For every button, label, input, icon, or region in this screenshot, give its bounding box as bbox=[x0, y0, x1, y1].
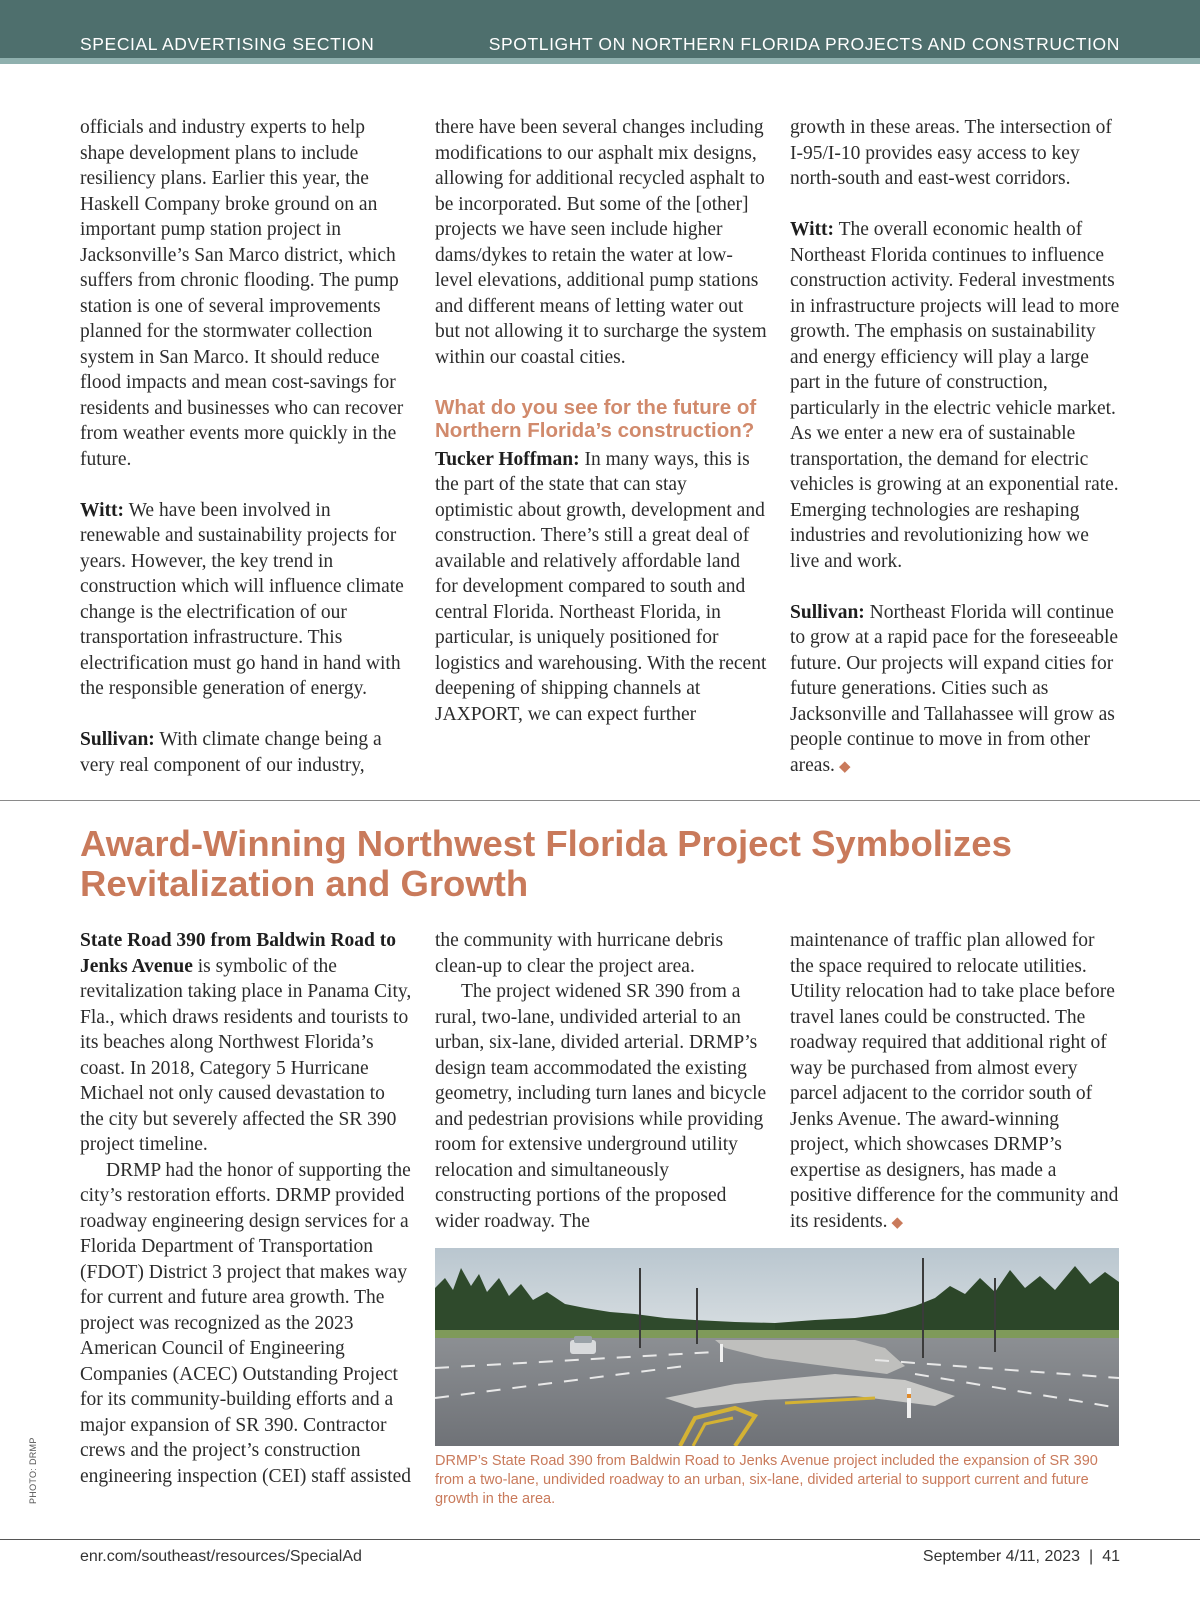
paragraph: growth in these areas. The intersection of I-95/I-10 provides easy access to key north-south and east-west corridors. bbox=[790, 117, 1112, 189]
road-photo bbox=[435, 1248, 1119, 1446]
speaker-name: Witt: bbox=[790, 219, 835, 240]
paragraph: DRMP had the honor of supporting the city’s restoration efforts. DRMP provided roadway engineering design services for a Florida Department of Transportation (FDOT) District 3 project that makes way for current and future area growth. The project was recognized as the 2023 American Council of Engineering Companies (ACEC) Outstanding Project for its community-building efforts and a major expansion of SR 390. Contractor crews and the project’s construction engineering inspection (CEI) staff assisted bbox=[80, 1159, 412, 1487]
end-mark-icon: ◆ bbox=[838, 758, 851, 775]
footer-issue bbox=[923, 1548, 1120, 1566]
page-number: 41 bbox=[1102, 1548, 1120, 1565]
speaker-name: Witt: bbox=[80, 499, 125, 521]
article-column-2 bbox=[435, 928, 767, 1234]
header-bar bbox=[0, 0, 1200, 64]
paragraph: Sullivan: Northeast Florida will continue to grow at a rapid pace for the foreseeable future. Our projects will expand cities for future generations. Cities such as Jacksonville and Tallahassee will grow as people continue to move in from other areas. ◆ bbox=[790, 601, 1119, 776]
upper-column-3 bbox=[790, 115, 1122, 780]
issue-date: September 4/11, 2023 bbox=[922, 1548, 1081, 1565]
upper-column-1 bbox=[80, 115, 412, 778]
end-mark-icon: ◆ bbox=[891, 1214, 904, 1231]
paragraph: there have been several changes including modifications to our asphalt mix designs, allowing for additional recycled asphalt to be incorporated. But some of the [other] projects we have seen include higher dams/dykes to retain the water at low-level elevations, additional pump stations and different means of letting water out but not allowing it to surcharge the system within our coastal cities. bbox=[435, 117, 767, 368]
paragraph: Witt: We have been involved in renewable and sustainability projects for years. However, the key trend in construction which will influence climate change is the electrification of our transportation infrastructure. This electrification must go hand in hand with the responsible generation of energy. bbox=[80, 499, 404, 699]
paragraph: maintenance of traffic plan allowed for the space required to relocate utilities. Utility relocation had to take place before travel lanes could be constructed. The roadway required that additional right of way be purchased from almost every parcel adjacent to the corridor south of Jenks Avenue. The award-winning project, which showcases DRMP’s expertise as designers, has made a positive difference for the community and its residents. ◆ bbox=[790, 930, 1119, 1232]
article-column-1 bbox=[80, 928, 412, 1489]
paragraph: officials and industry experts to help shape development plans to include resiliency plans. Earlier this year, the Haskell Company broke ground on an important pump station project in Jacksonville’s San Marco district, which suffers from chronic flooding. The pump station is one of several improvements planned for the stormwater collection system in San Marco. It should reduce flood impacts and mean cost-savings for residents and businesses who can recover from weather events more quickly in the future. bbox=[80, 117, 404, 470]
article-column-3 bbox=[790, 928, 1122, 1236]
paragraph: State Road 390 from Baldwin Road to Jenks Avenue is symbolic of the revitalization taking place in Panama City, Fla., which draws residents and tourists to its beaches along Northwest Florida’s coast. In 2018, Category 5 Hurricane Michael not only caused devastation to the city but severely affected the SR 390 project timeline. bbox=[80, 930, 412, 1155]
spotlight-label: SPOTLIGHT ON NORTHERN FLORIDA PROJECTS AND CONSTRUCTION bbox=[488, 34, 1120, 54]
footer-url: enr.com/southeast/resources/SpecialAd bbox=[80, 1548, 362, 1565]
speaker-name: Sullivan: bbox=[790, 601, 865, 623]
paragraph: Sullivan: With climate change being a very real component of our industry, bbox=[80, 729, 382, 776]
footer-separator: | bbox=[1089, 1548, 1094, 1565]
article-headline: Award-Winning Northwest Florida Project Symbolizes Revitalization and Growth bbox=[80, 823, 1012, 904]
paragraph: the community with hurricane debris clean-up to clear the project area. bbox=[435, 930, 724, 977]
upper-column-2 bbox=[435, 115, 767, 727]
section-divider bbox=[0, 800, 1200, 801]
question-heading: What do you see for the future of Northern Florida’s construction? bbox=[435, 395, 757, 442]
paragraph: Witt: The overall economic health of Northeast Florida continues to influence construction activity. Federal investments in infrastructure projects will lead to more growth. The emphasis on sustainability and energy efficiency will play a large part in the future of construction, particularly in the electric vehicle market. As we enter a new era of sustainable transportation, the demand for electric vehicles is growing at an exponential rate. Emerging technologies are reshaping industries and revolutionizing how we live and work. bbox=[790, 219, 1120, 572]
footer-rule bbox=[0, 1539, 1200, 1540]
photo-caption: DRMP’s State Road 390 from Baldwin Road to Jenks Avenue project included the expansion of SR 390 from a two-lane, undivided roadway to an urban, six-lane, divided arterial to support current and future growth in the area. bbox=[435, 1453, 1098, 1507]
photo-credit: PHOTO: DRMP bbox=[28, 1437, 38, 1504]
speaker-name: Tucker Hoffman: bbox=[435, 448, 580, 470]
paragraph: The project widened SR 390 from a rural, two-lane, undivided arterial to an urban, six-lane, divided arterial. DRMP’s design team accommodated the existing geometry, including turn lanes and bicycle and pedestrian provisions while providing room for extensive underground utility relocation and simultaneously constructing portions of the proposed wider roadway. The bbox=[435, 981, 767, 1232]
lead-bold: State Road 390 from Baldwin Road to Jenks Avenue bbox=[80, 930, 396, 977]
paragraph: Tucker Hoffman: In many ways, this is the part of the state that can stay optimistic about growth, development and construction. There’s still a great deal of available and relatively affordable land for development compared to south and central Florida. Northeast Florida, in particular, is uniquely positioned for logistics and warehousing. With the recent deepening of shipping channels at JAXPORT, we can expect further bbox=[435, 448, 767, 725]
speaker-name: Sullivan: bbox=[80, 729, 155, 750]
section-label: SPECIAL ADVERTISING SECTION bbox=[80, 34, 375, 54]
